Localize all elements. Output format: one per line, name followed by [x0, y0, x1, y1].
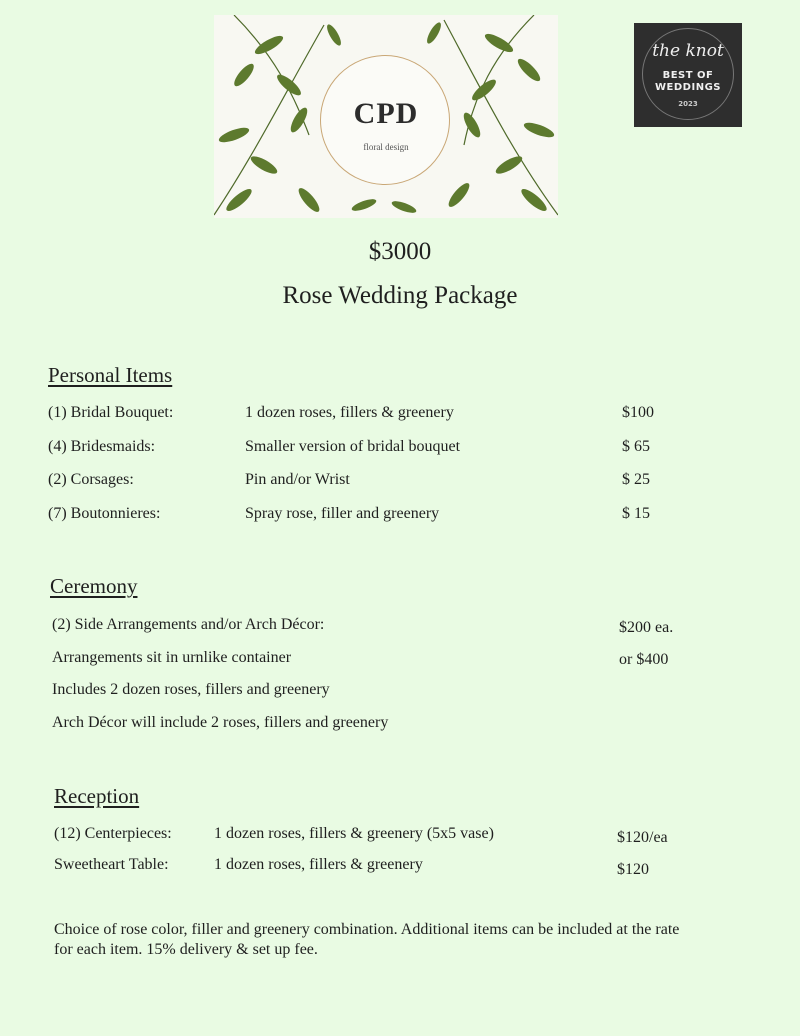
personal-item-name: (2) Corsages: [48, 471, 134, 488]
ceremony-line: Arrangements sit in urnlike container [52, 649, 292, 666]
badge-year: 2023 [678, 100, 698, 108]
cpd-logo [214, 15, 558, 218]
personal-item-price: $ 65 [622, 438, 650, 455]
logo-mark: CPD [353, 97, 419, 130]
the-knot-badge [634, 23, 742, 127]
reception-item-name: (12) Centerpieces: [54, 825, 172, 842]
personal-item-name: (1) Bridal Bouquet: [48, 404, 174, 421]
personal-item-desc: 1 dozen roses, fillers & greenery [245, 404, 454, 421]
ceremony-price: $200 ea. [619, 619, 674, 636]
section-heading-reception: Reception [54, 784, 140, 808]
ceremony-line: Includes 2 dozen roses, fillers and greenery [52, 681, 330, 698]
package-title: Rose Wedding Package [282, 282, 518, 309]
section-heading-personal: Personal Items [48, 363, 173, 387]
logo-subtitle: floral design [363, 142, 409, 152]
personal-item-name: (4) Bridesmaids: [48, 438, 156, 455]
package-price: $3000 [368, 238, 432, 265]
badge-line-1: BEST OF [662, 70, 714, 81]
personal-item-price: $ 25 [622, 471, 650, 488]
personal-item-price: $ 15 [622, 505, 650, 522]
reception-item-name: Sweetheart Table: [54, 856, 169, 873]
personal-item-desc: Pin and/or Wrist [245, 471, 350, 488]
ceremony-line: Arch Décor will include 2 roses, fillers and greenery [52, 714, 389, 731]
package-notes: Choice of rose color, filler and greenery combination. Additional items can be included at the rate for each item. 15% delivery & set up fee. [54, 921, 680, 958]
personal-item-desc: Spray rose, filler and greenery [245, 505, 440, 522]
reception-item-price: $120/ea [617, 829, 668, 846]
ceremony-line: (2) Side Arrangements and/or Arch Décor: [52, 616, 325, 633]
badge-brand: the knot [652, 41, 724, 61]
reception-item-price: $120 [617, 861, 649, 878]
section-heading-ceremony: Ceremony [50, 574, 138, 598]
ceremony-price: or $400 [619, 651, 669, 668]
personal-item-name: (7) Boutonnieres: [48, 505, 161, 522]
reception-item-desc: 1 dozen roses, fillers & greenery [214, 856, 423, 873]
badge-line-2: WEDDINGS [655, 82, 721, 93]
reception-item-desc: 1 dozen roses, fillers & greenery (5x5 vase) [214, 825, 494, 842]
personal-item-price: $100 [622, 404, 654, 421]
personal-item-desc: Smaller version of bridal bouquet [245, 438, 461, 455]
